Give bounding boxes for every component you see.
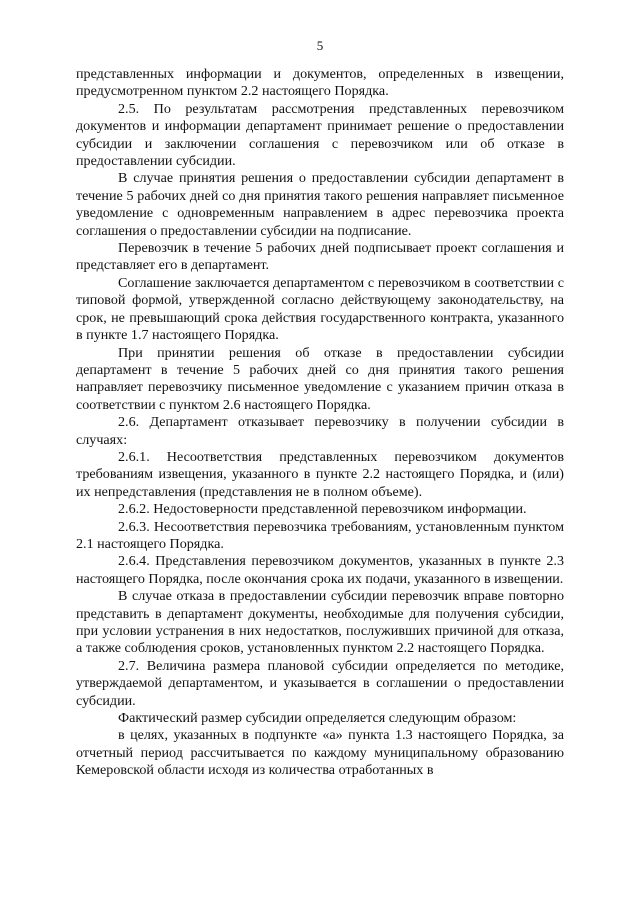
paragraph: в целях, указанных в подпункте «а» пункта 1.3 настоящего Порядка, за отчетный период рассчитывается по каждому муниципальному образованию Кемеровской области исходя из количества отработанных в	[76, 727, 564, 779]
paragraph: 2.5. По результатам рассмотрения представленных перевозчиком документов и информации департамент принимает решение о предоставлении субсидии и заключении соглашения с перевозчиком или об отказе в предоставлении субсидии.	[76, 100, 564, 170]
document-body	[76, 66, 564, 780]
paragraph: Перевозчик в течение 5 рабочих дней подписывает проект соглашения и представляет его в департамент.	[76, 240, 564, 274]
paragraph: Соглашение заключается департаментом с перевозчиком в соответствии с типовой формой, утвержденной согласно действующему законодательству, на срок, не превышающий срока действия государственного контракта, указанного в пункте 1.7 настоящего Порядка.	[76, 274, 564, 344]
paragraph: 2.6.4. Представления перевозчиком документов, указанных в пункте 2.3 настоящего Порядка, после окончания срока их подачи, указанного в извещении.	[76, 553, 564, 587]
paragraph: В случае отказа в предоставлении субсидии перевозчик вправе повторно представить в департамент документы, необходимые для получения субсидии, при условии устранения в них недостатков, послуживших причиной для отказа, а также соблюдения сроков, установленных пунктом 2.2 настоящего Порядка.	[76, 588, 564, 657]
paragraph: 2.6.1. Несоответствия представленных перевозчиком документов требованиям извещения, указанного в пункте 2.2 настоящего Порядка, и (или) их непредставления (представления не в полном объеме).	[76, 448, 564, 500]
page-number: 5	[316, 38, 324, 53]
paragraph: 2.6. Департамент отказывает перевозчику в получении субсидии в случаях:	[76, 414, 564, 448]
paragraph: представленных информации и документов, определенных в извещении, предусмотренном пунктом 2.2 настоящего Порядка.	[76, 66, 564, 100]
paragraph: В случае принятия решения о предоставлении субсидии департамент в течение 5 рабочих дней со дня принятия такого решения направляет письменное уведомление с одновременным направлением в адрес перевозчика проекта соглашения о предоставлении субсидии на подписание.	[76, 170, 564, 239]
paragraph: Фактический размер субсидии определяется следующим образом:	[118, 710, 517, 727]
paragraph: 2.7. Величина размера плановой субсидии определяется по методике, утверждаемой департаментом, и указывается в соглашении о предоставлении субсидии.	[76, 657, 564, 709]
paragraph: 2.6.3. Несоответствия перевозчика требованиям, установленным пунктом 2.1 настоящего Порядка.	[76, 518, 564, 552]
paragraph: При принятии решения об отказе в предоставлении субсидии департамент в течение 5 рабочих дней со дня принятия такого решения направляет перевозчику письменное уведомление с указанием причин отказа в соответствии с пунктом 2.6 настоящего Порядка.	[76, 344, 564, 413]
paragraph: 2.6.2. Недостоверности представленной перевозчиком информации.	[118, 501, 527, 518]
